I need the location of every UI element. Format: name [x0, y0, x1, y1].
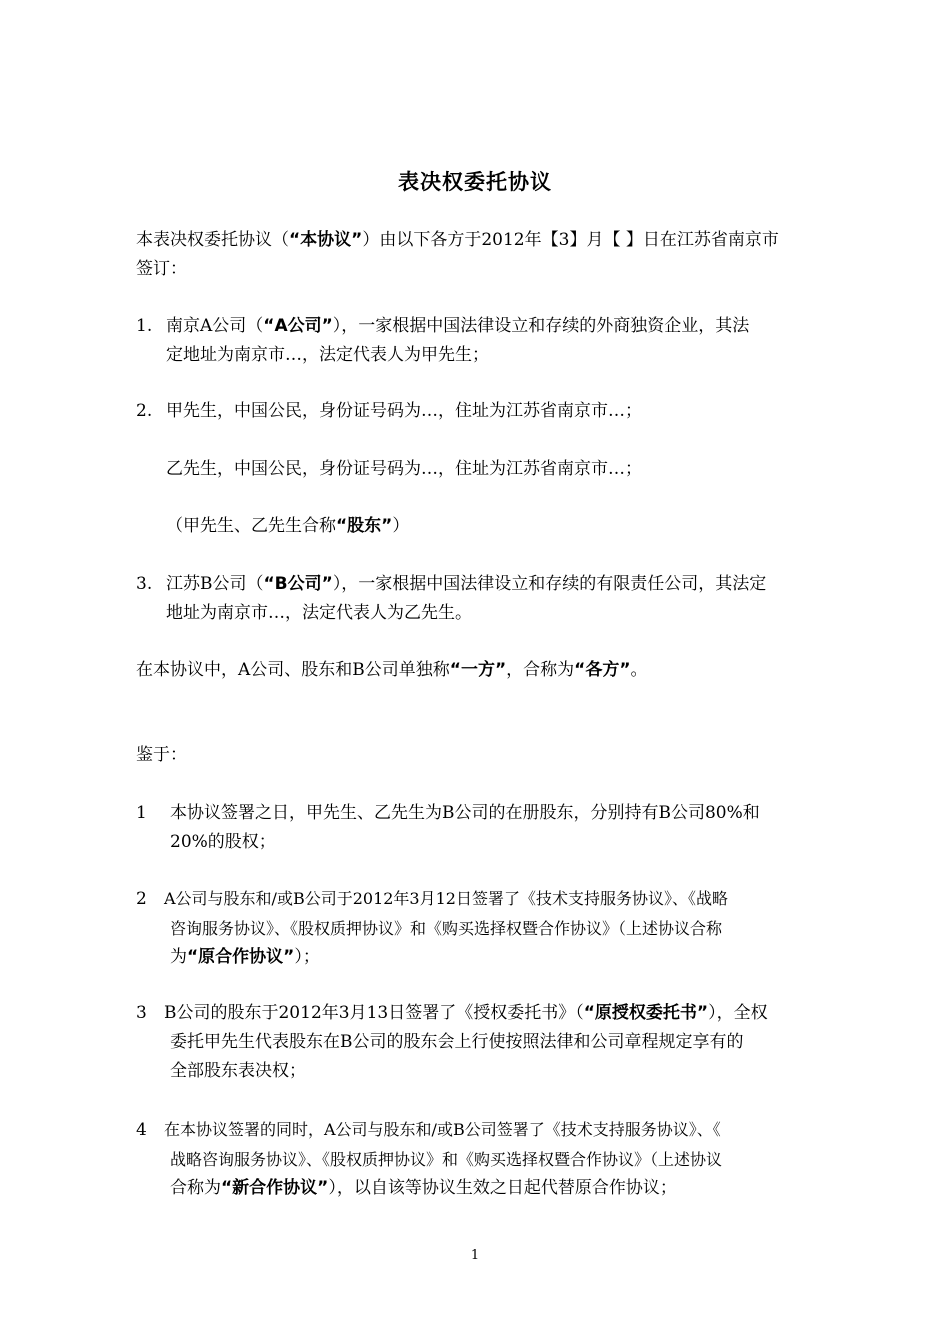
term-company-a: “A公司” — [263, 316, 333, 336]
whereas-item-4: 4 在本协议签署的同时，A公司与股东和/或B公司签署了《技术支持服务协议》、《 战略咨询服务协议》、《股权质押协议》和《购买选择权暨合作协议》（上述协议 合称为“新合作协议”），以自该等协议生效之日起代替原合作协议； — [136, 1115, 826, 1203]
party-1: 1. 南京A公司（“A公司”），一家根据中国法律设立和存续的外商独资企业，其法 定地址为南京市…，法定代表人为甲先生； — [136, 312, 826, 370]
term-this-agreement: “本协议” — [289, 230, 363, 250]
item-number: 3. — [136, 574, 153, 594]
whereas-heading: 鉴于： — [136, 745, 187, 765]
party-3: 3. 江苏B公司（“B公司”），一家根据中国法律设立和存续的有限责任公司，其法定 地址为南京市…，法定代表人为乙先生。 — [136, 570, 826, 628]
term-original-power-of-attorney: “原授权委托书” — [583, 1003, 709, 1023]
document-title: 表决权委托协议 — [398, 170, 552, 194]
item-number: 4 — [136, 1120, 147, 1140]
party-2-second-shareholder: 乙先生，中国公民，身份证号码为…，住址为江苏省南京市…； — [166, 459, 642, 479]
whereas-item-2: 2 A公司与股东和/或B公司于2012年3月12日签署了《技术支持服务协议》、《战略 咨询服务协议》、《股权质押协议》和《购买选择权暨合作协议》（上述协议合称 为“原合作协议”）； — [136, 884, 826, 972]
item-number: 2. — [136, 401, 153, 421]
whereas-item-1: 1 本协议签署之日，甲先生、乙先生为B公司的在册股东，分别持有B公司80%和 20%的股权； — [136, 799, 826, 857]
term-shareholders: “股东” — [336, 516, 393, 536]
party-definition: 在本协议中，A公司、股东和B公司单独称“一方”，合称为“各方”。 — [136, 660, 648, 680]
term-one-party: “一方” — [449, 660, 507, 680]
term-parties: “各方” — [574, 660, 631, 680]
term-company-b: “B公司” — [263, 574, 333, 594]
item-number: 2 — [136, 889, 147, 909]
item-number: 3 — [136, 1003, 147, 1023]
party-2: 2. 甲先生，中国公民，身份证号码为…，住址为江苏省南京市…； — [136, 397, 826, 426]
term-original-cooperation-agreements: “原合作协议” — [187, 947, 295, 967]
item-number: 1. — [136, 316, 153, 336]
term-new-cooperation-agreements: “新合作协议” — [221, 1178, 329, 1198]
whereas-item-3: 3 B公司的股东于2012年3月13日签署了《授权委托书》（“原授权委托书”），全权 委托甲先生代表股东在B公司的股东会上行使按照法律和公司章程规定享有的 全部股东表决权； — [136, 999, 826, 1086]
page-number: 1 — [470, 1248, 480, 1263]
intro-paragraph: 本表决权委托协议（“本协议”）由以下各方于2012年【3】月【 】日在江苏省南京市 签订： — [136, 230, 779, 279]
item-number: 1 — [136, 803, 147, 823]
shareholders-definition: （甲先生、乙先生合称“股东”） — [166, 516, 410, 536]
